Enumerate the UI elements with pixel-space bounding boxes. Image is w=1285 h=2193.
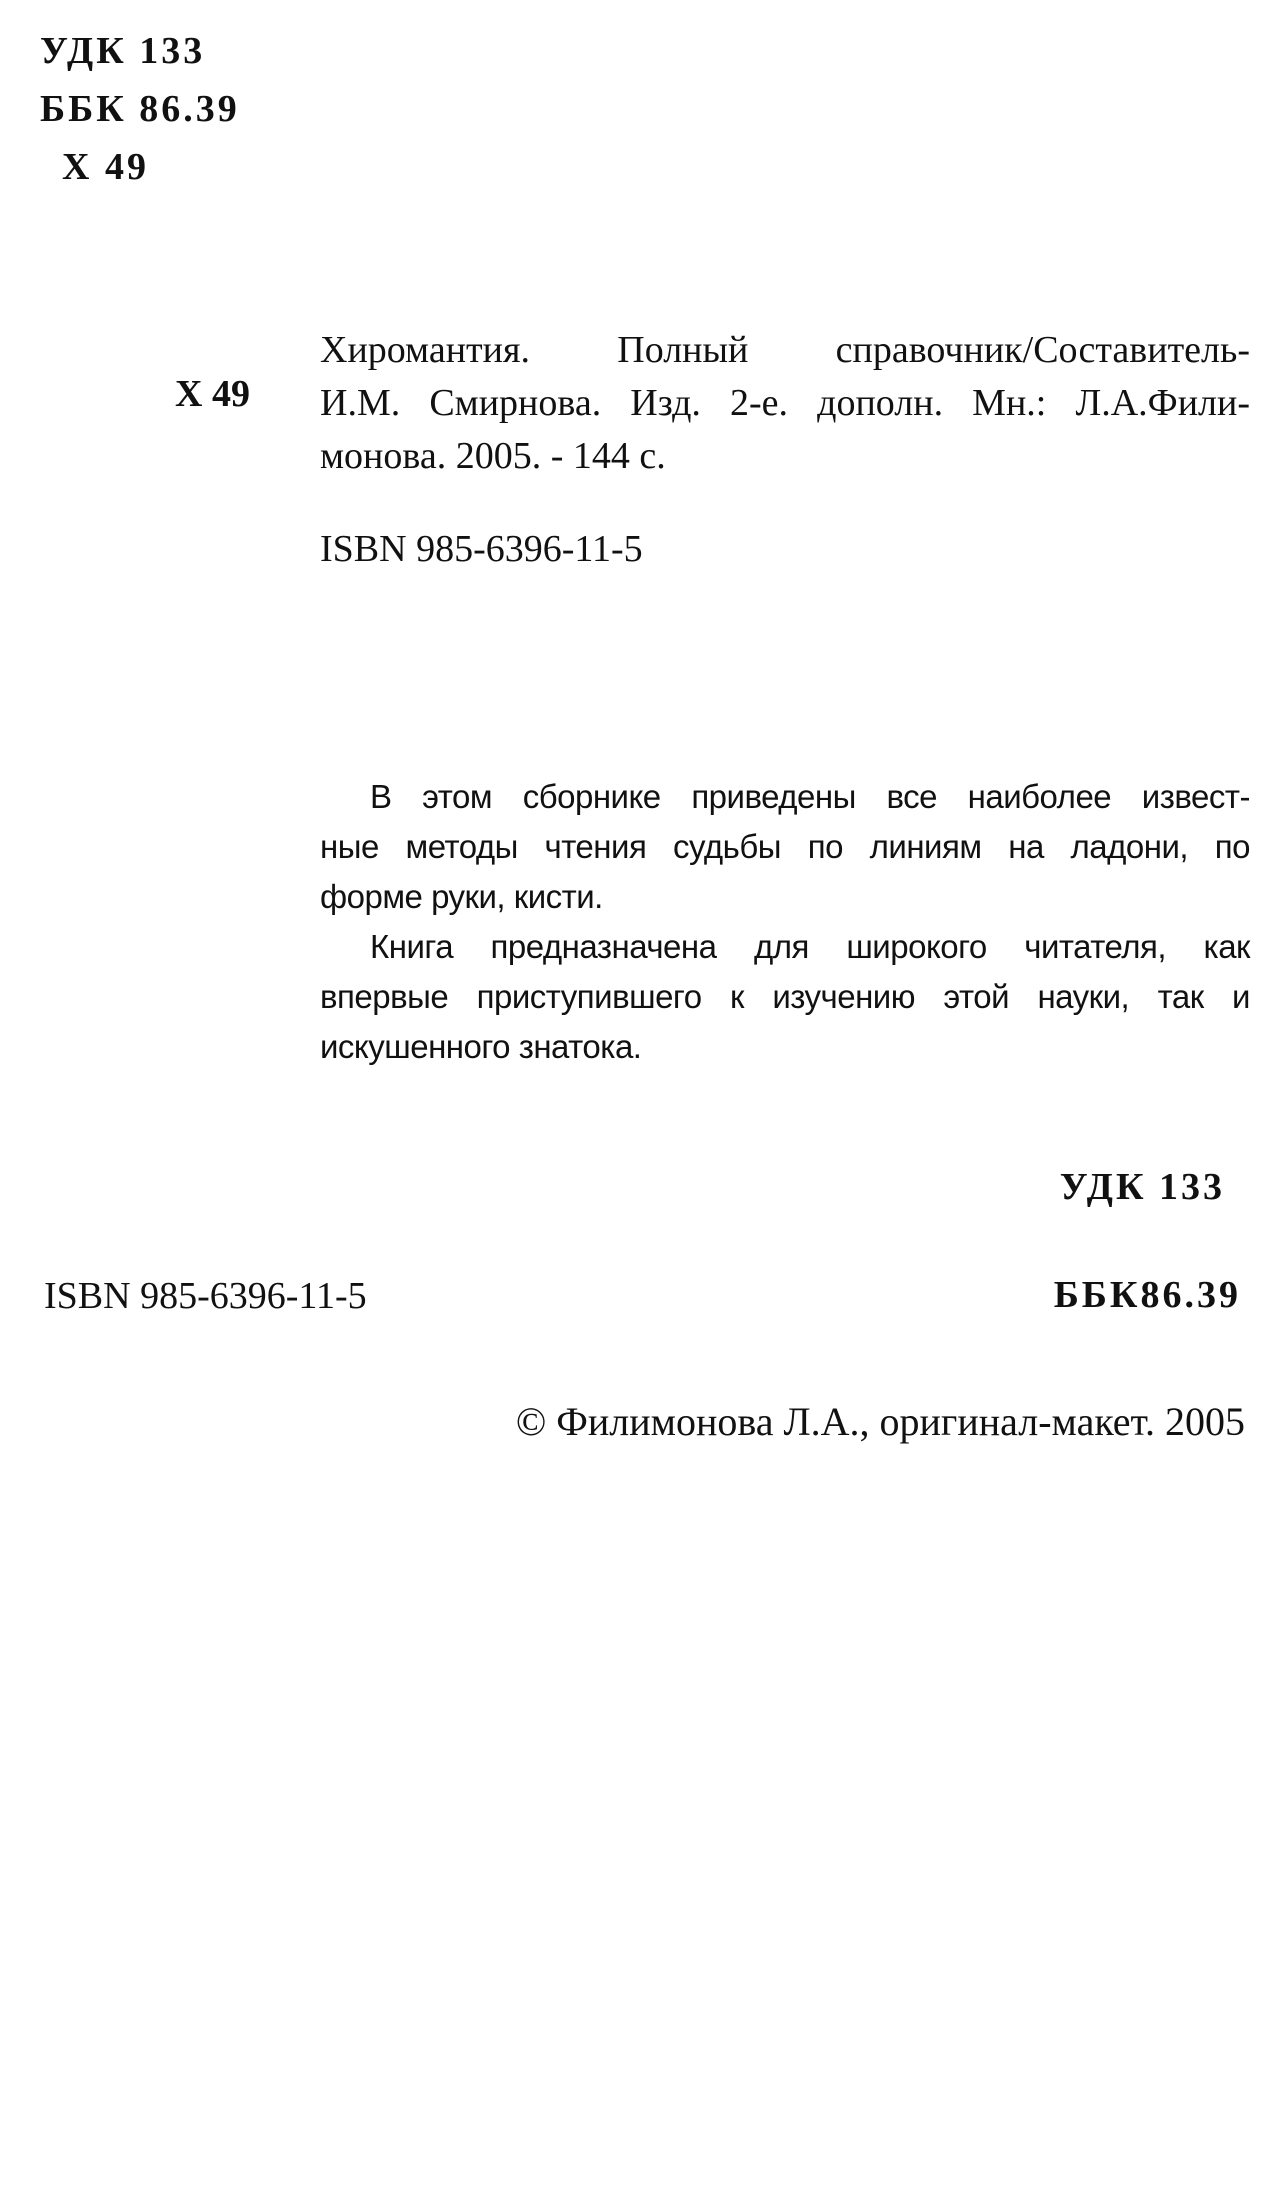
bibliographic-line: монова. 2005. - 144 с.	[320, 435, 666, 477]
bibliographic-line: И.М. Смирнова. Изд. 2-е. дополн. Мн.: Л.А.Фили-	[320, 382, 1250, 424]
copyright-notice: © Филимонова Л.А., оригинал-макет. 2005	[515, 1399, 1245, 1444]
isbn-bottom: ISBN 985-6396-11-5	[44, 1275, 367, 1317]
annotation-line: ные методы чтения судьбы по линиям на ладони, по	[320, 828, 1250, 865]
author-mark: Х 49	[175, 373, 250, 415]
bibliographic-line: Хиромантия. Полный справочник/Составитель-	[320, 329, 1250, 371]
udk-code: УДК 133	[40, 30, 206, 72]
annotation-line: впервые приступившего к изучению этой науки, так и	[320, 978, 1250, 1015]
classification-codes-top	[40, 22, 240, 196]
annotation-line: В этом сборнике приведены все наиболее извест-	[370, 778, 1250, 815]
annotation	[320, 772, 1250, 1072]
isbn-record: ISBN 985-6396-11-5	[320, 528, 643, 570]
annotation-line: Книга предназначена для широкого читателя, как	[370, 928, 1250, 965]
bbk-code-bottom: ББК86.39	[1053, 1274, 1241, 1316]
bibliographic-record	[320, 324, 1250, 483]
bbk-code: ББК 86.39	[40, 88, 240, 130]
author-sign: Х 49	[62, 146, 149, 188]
udk-code-bottom: УДК 133	[1059, 1166, 1225, 1208]
annotation-line: искушенного знатока.	[320, 1028, 642, 1065]
annotation-line: форме руки, кисти.	[320, 878, 603, 915]
